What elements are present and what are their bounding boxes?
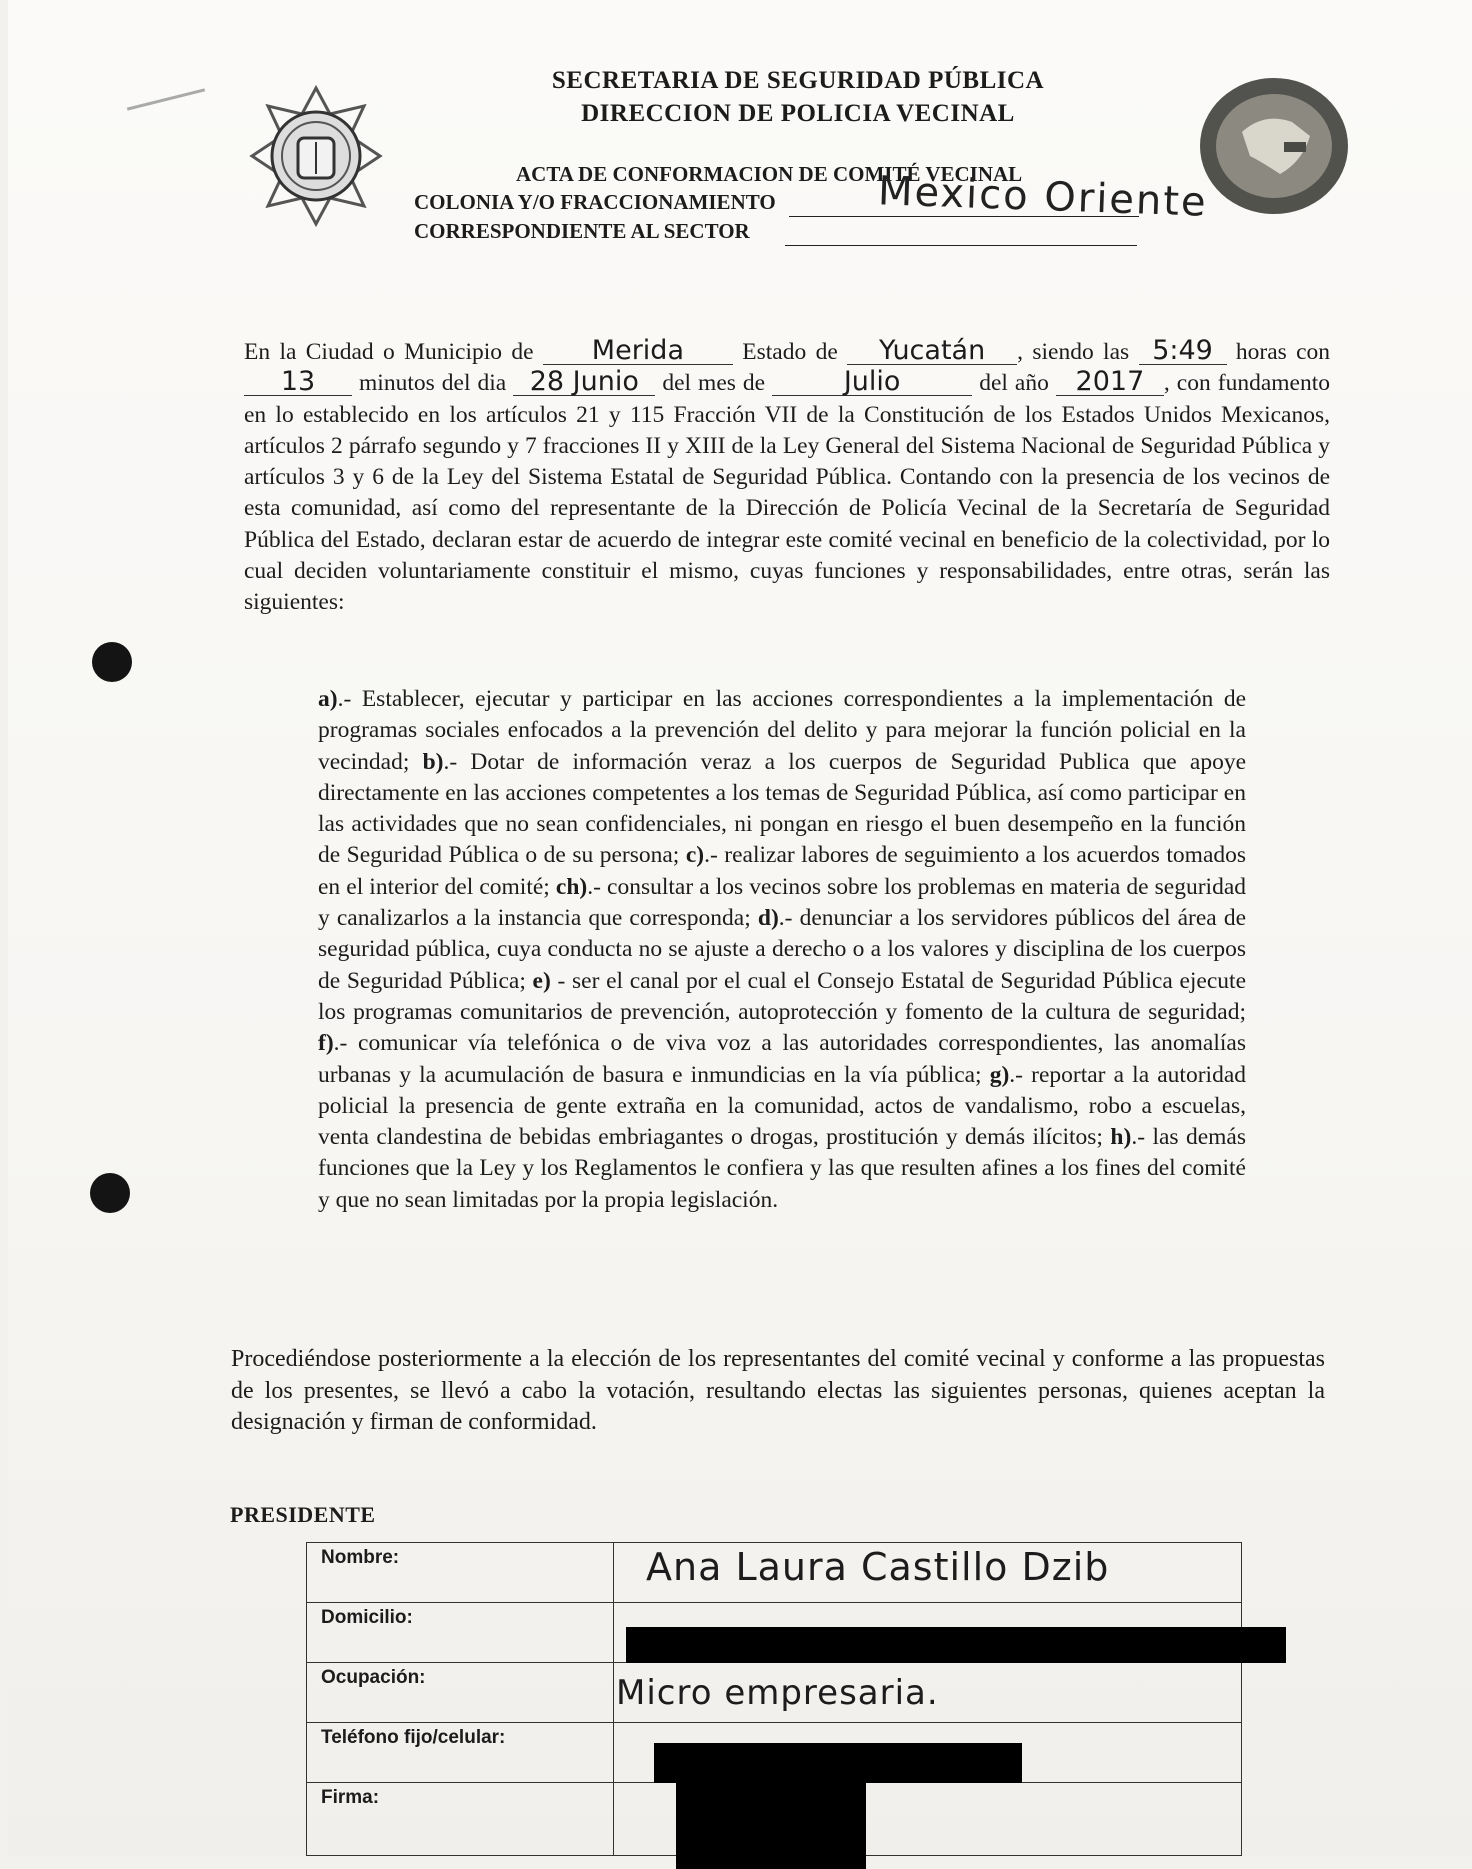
colonia-label: COLONIA Y/O FRACCIONAMIENTO bbox=[414, 190, 776, 214]
form-row-nombre bbox=[307, 1543, 1242, 1603]
intro-text-5: minutos del dia bbox=[359, 370, 507, 397]
ocupacion-label: Ocupación: bbox=[307, 1663, 614, 1723]
intro-text-1: En la Ciudad o Municipio de bbox=[244, 339, 534, 365]
intro-text-3: , siendo las bbox=[1017, 339, 1130, 365]
intro-text-7: del año bbox=[979, 370, 1049, 397]
func-c-key: c) bbox=[685, 842, 705, 869]
firma-label: Firma: bbox=[307, 1783, 614, 1856]
president-heading: PRESIDENTE bbox=[230, 1502, 376, 1527]
func-e: - ser el canal por el cual el Consejo Estatal de Seguridad Pública ejecute los programas comunitarios de prevención, autoprotección y fomento de la cultura de seguridad; bbox=[318, 967, 1247, 1025]
stray-mark bbox=[127, 88, 205, 110]
acta-title: ACTA DE CONFORMACION DE COMITÉ VECINAL bbox=[516, 162, 1023, 186]
func-h: .- las demás funciones que la Ley y los Reglamentos le confiera y las que resulten afines a los fines del comité y que no sean limitadas por la propia legislación. bbox=[318, 1124, 1247, 1213]
func-h-key: h) bbox=[1110, 1124, 1132, 1151]
header bbox=[528, 64, 1068, 130]
func-f: .- comunicar vía telefónica o de viva voz a las autoridades correspondientes, las anomalías urbanas y la acumulación de basura e inmundicias en la vía pública; bbox=[318, 1030, 1246, 1088]
minutes-field: 13 bbox=[244, 369, 352, 396]
colonia-value: Mexico Oriente bbox=[877, 168, 1209, 226]
domicilio-redaction bbox=[626, 1627, 1286, 1663]
intro-text-2: Estado de bbox=[742, 339, 838, 365]
intro-text-6: del mes de bbox=[662, 370, 766, 397]
functions-list bbox=[318, 684, 1246, 1216]
police-shield-seal-icon bbox=[246, 80, 386, 230]
func-d-key: d) bbox=[757, 905, 779, 932]
sector-row bbox=[414, 217, 1139, 246]
form-row-firma bbox=[307, 1783, 1242, 1856]
punch-hole-top bbox=[92, 642, 132, 682]
func-b-key: b) bbox=[422, 748, 444, 775]
func-ch: .- consultar a los vecinos sobre los problemas en materia de seguridad y canalizarlos a la instancia que corresponda; bbox=[318, 873, 1247, 932]
year-field: 2017 bbox=[1056, 369, 1164, 396]
func-e-key: e) bbox=[532, 967, 551, 994]
form-row-ocupacion bbox=[307, 1663, 1242, 1723]
func-a-key: a) bbox=[318, 686, 338, 712]
intro-text-8: , con fundamento en lo establecido en los artículos 21 y 115 Fracción VII de la Constitución de los Estados Unidos Mexicanos, artículos 2 párrafo segundo y 7 fracciones II y XIII de la Ley General del Sistema Nacional de Seguridad Pública y artículos 3 y 6 de la Ley del Sistema Estatal de Seguridad Pública. Contando con la presencia de los vecinos de esta comunidad, así como del representante de la Dirección de Policía Vecinal de la Secretaría de Seguridad Pública del Estado, declaran estar de acuerdo de integrar este comité vecinal en beneficio de la colectividad, por lo cual deciden voluntariamente constituir el mismo, cuyas funciones y responsabilidades, entre otras, serán las siguientes: bbox=[244, 370, 1331, 616]
form-row-domicilio bbox=[307, 1603, 1242, 1663]
telefono-redaction bbox=[654, 1743, 1022, 1783]
document-page bbox=[8, 0, 1472, 1856]
domicilio-field[interactable] bbox=[614, 1603, 1242, 1663]
nombre-value: Ana Laura Castillo Dzib bbox=[646, 1545, 1110, 1589]
president-form-table bbox=[306, 1542, 1242, 1856]
func-b: .- Dotar de información veraz a los cuerpos de Seguridad Publica que apoye directamente en las acciones competentes a los temas de Seguridad Pública, así como participar en las actividades que no sean confidenciales, ni pongan en riesgo el buen desempeño en la función de Seguridad Pública o de su persona; bbox=[318, 748, 1247, 869]
ocupacion-field[interactable] bbox=[614, 1663, 1242, 1723]
form-row-telefono bbox=[307, 1723, 1242, 1783]
ocupacion-value: Micro empresaria. bbox=[616, 1673, 939, 1713]
city-field: Merida bbox=[543, 338, 733, 365]
func-g-key: g) bbox=[989, 1061, 1010, 1088]
closing-paragraph: Procediéndose posteriormente a la elección de los representantes del comité vecinal y conforme a las propuestas de los presentes, se llevó a cabo la votación, resultando electas las siguientes personas, quienes aceptan la designación y firman de conformidad. bbox=[231, 1346, 1325, 1435]
func-a: .- Establecer, ejecutar y participar en las acciones correspondientes a la implementación de programas sociales enfocados a la prevención del delito y para mejorar la función policial en la vecindad; bbox=[318, 686, 1246, 775]
month-field: Julio bbox=[772, 369, 972, 396]
domicilio-label: Domicilio: bbox=[307, 1603, 614, 1663]
punch-hole-bottom bbox=[90, 1173, 130, 1213]
direccion-title: DIRECCION DE POLICIA VECINAL bbox=[581, 100, 1015, 127]
day-field: 28 Junio bbox=[513, 369, 655, 396]
func-g: .- reportar a la autoridad policial la presencia de gente extraña en la comunidad, actos de vandalismo, robo a escuelas, venta clandestina de bebidas embriagantes o drogas, prostitución y demás ilícitos; bbox=[318, 1061, 1246, 1151]
intro-paragraph bbox=[244, 337, 1330, 619]
sector-label: CORRESPONDIENTE AL SECTOR bbox=[414, 219, 750, 243]
func-ch-key: ch) bbox=[555, 873, 588, 900]
sector-stamp-seal-icon bbox=[1192, 70, 1352, 220]
hour-field: 5:49 bbox=[1139, 338, 1227, 365]
nombre-label: Nombre: bbox=[307, 1543, 614, 1603]
nombre-field[interactable] bbox=[614, 1543, 1242, 1603]
firma-field[interactable] bbox=[614, 1783, 1242, 1856]
func-f-key: f) bbox=[318, 1030, 334, 1057]
telefono-label: Teléfono fijo/celular: bbox=[307, 1723, 614, 1783]
secretaria-title: SECRETARIA DE SEGURIDAD PÚBLICA bbox=[551, 67, 1045, 94]
state-field: Yucatán bbox=[847, 338, 1017, 365]
intro-text-4: horas con bbox=[1235, 339, 1331, 365]
func-d: .- denunciar a los servidores públicos del área de seguridad pública, cuya conducta no se ajuste a derecho o a los valores y disciplina de los cuerpos de Seguridad Pública; bbox=[318, 905, 1246, 994]
telefono-field[interactable] bbox=[614, 1723, 1242, 1783]
func-c: .- realizar labores de seguimiento a los acuerdos tomados en el interior del comité; bbox=[318, 842, 1247, 900]
